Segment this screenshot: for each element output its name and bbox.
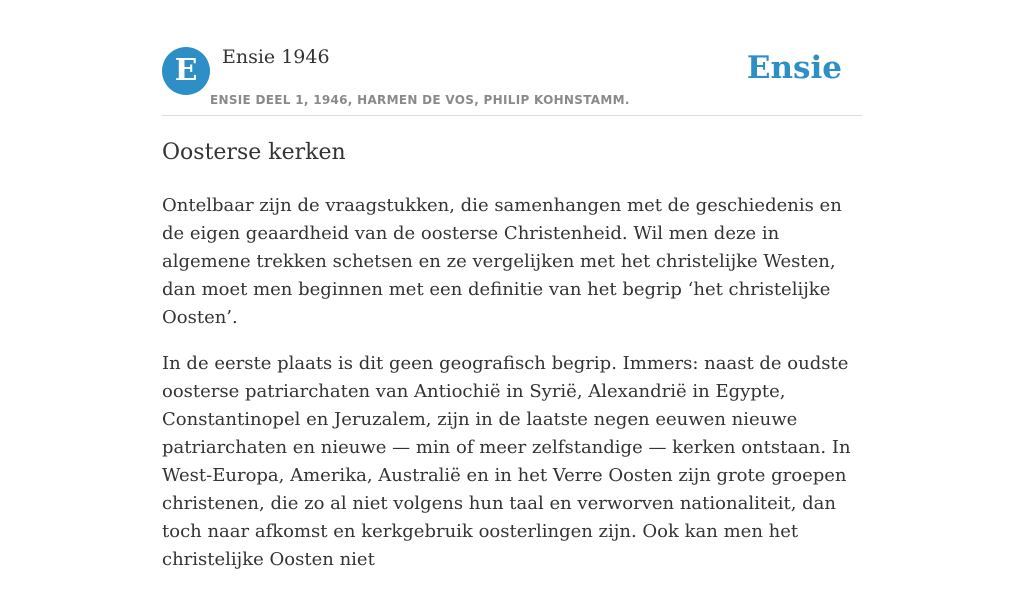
brand-link[interactable]: Ensie [746,50,842,86]
header-divider [162,115,862,116]
article-body [162,192,862,592]
source-subtitle: ENSIE DEEL 1, 1946, HARMEN DE VOS, PHILIP KOHNSTAMM. [210,93,630,107]
ensie-logo[interactable]: E [162,47,210,95]
article-title: Oosterse kerken [162,140,346,165]
article-paragraph: In de eerste plaats is dit geen geografisch begrip. Immers: naast de oudste oosterse patriarchaten van Antiochië in Syrië, Alexandrië in Egypte, Constantinopel en Jeruzalem, zijn in de laatste negen eeuwen nieuwe patriarchaten en nieuwe — min of meer zelfstandige — kerken ontstaan. In West-Europa, Amerika, Australië en in het Verre Oosten zijn grote groepen christenen, die zo al niet volgens hun taal en verworven nationaliteit, dan toch naar afkomst en kerkgebruik oosterlingen zijn. Ook kan men het christelijke Oosten niet [162,353,851,570]
site-name[interactable]: Ensie 1946 [222,46,330,68]
article-paragraph: Ontelbaar zijn de vraagstukken, die samenhangen met de geschiedenis en de eigen geaardheid van de oosterse Christenheid. Wil men deze in algemene trekken schetsen en ze vergelijken met het christelijke Westen, dan moet men beginnen met een definitie van het begrip ‘het christelijke Oosten’. [162,195,842,328]
